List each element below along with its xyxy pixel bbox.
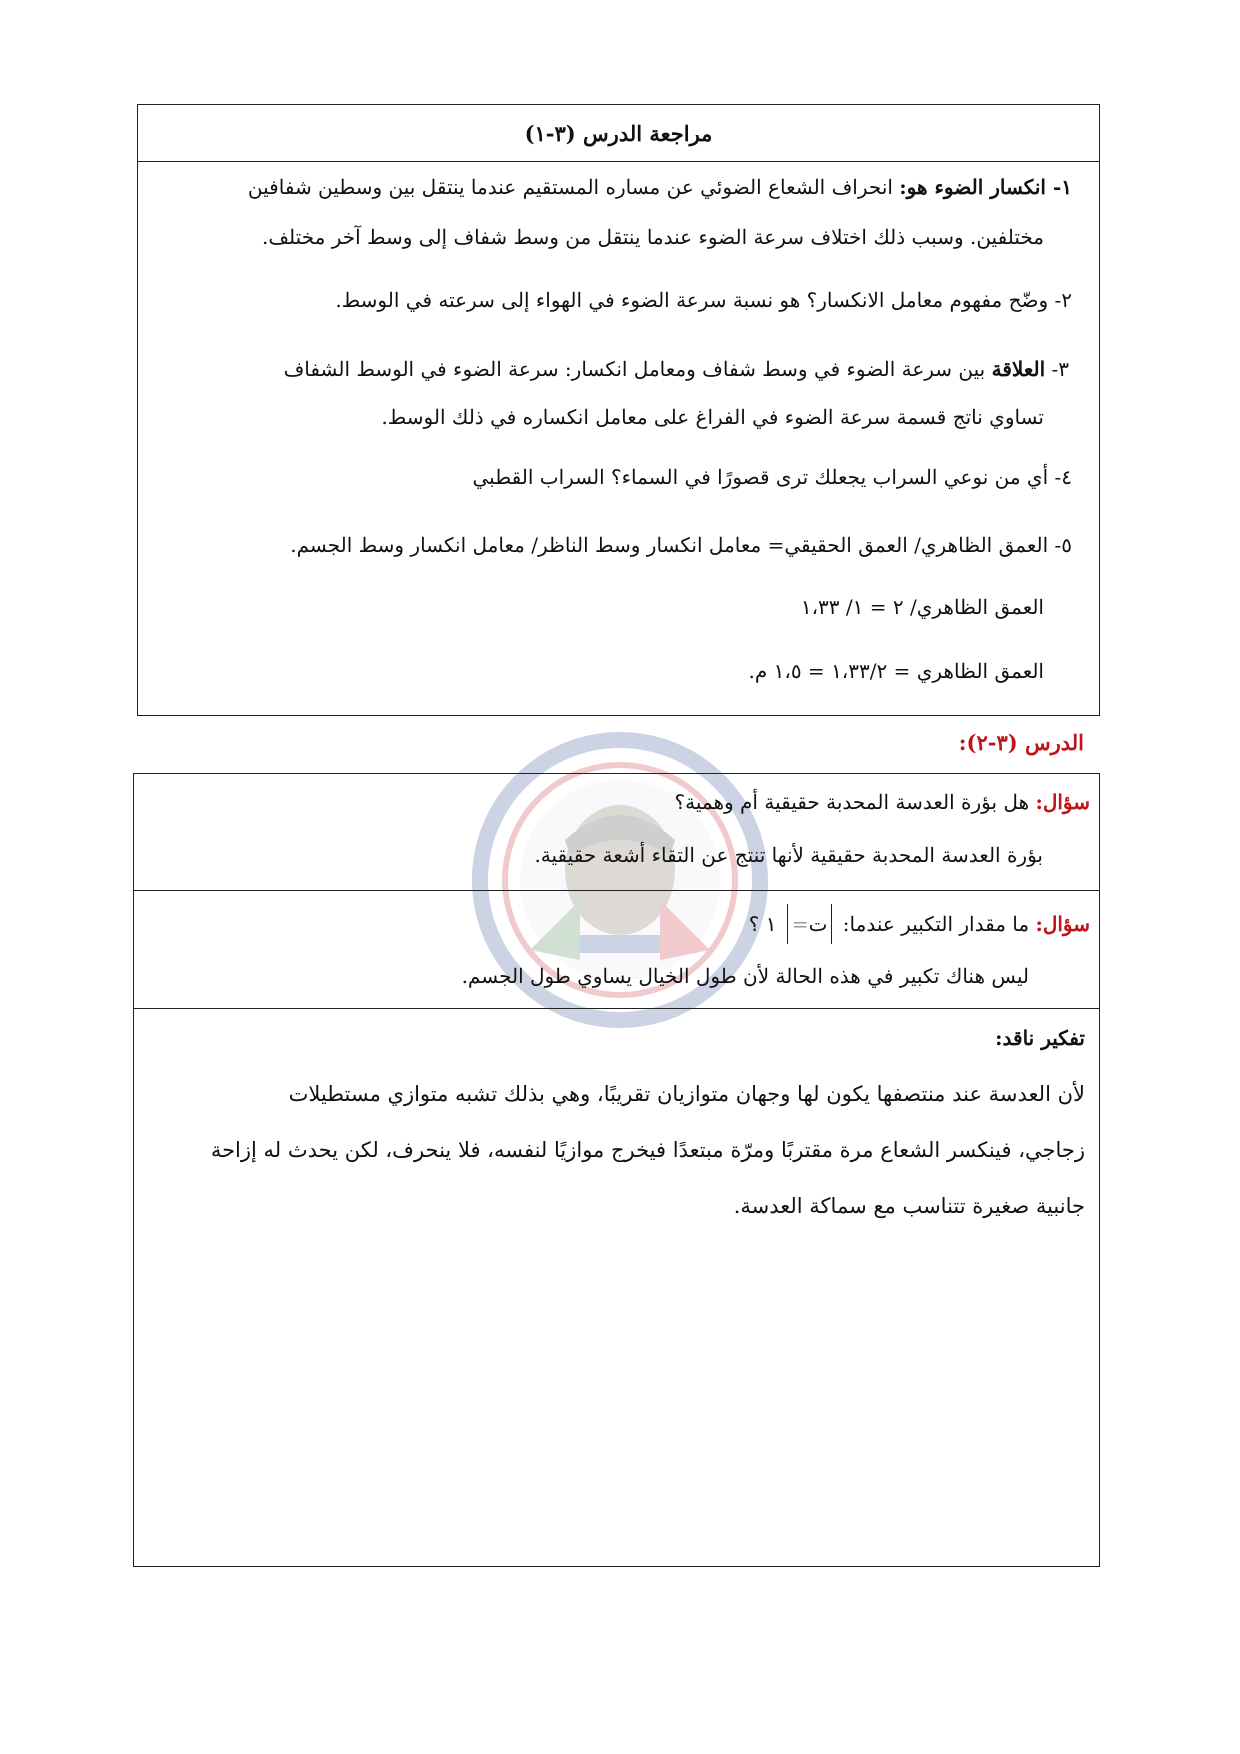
question-2-answer: ليس هناك تكبير في هذه الحالة لأن طول الخيال يساوي طول الجسم. [461,964,1029,988]
critical-thinking-line-2: زجاجي، فينكسر الشعاع مرة مقتربًا ومرّة مبتعدًا فيخرج موازيًا لنفسه، فلا ينحرف، لكن يحدث له إزاحة [210,1138,1085,1162]
magnification-expression [787,904,833,944]
critical-thinking-line-3: جانبية صغيرة تتناسب مع سماكة العدسة. [733,1194,1085,1218]
review-item-5-calc-2: العمق الظاهري = ١،٣٣/٢ = ١،٥ م. [748,659,1044,683]
review-item-3-text: بين سرعة الضوء في وسط شفاف ومعامل انكسار: سرعة الضوء في الوسط الشفاف [283,357,992,381]
review-item-1-label: ١- انكسار الضوء هو: [899,175,1072,199]
divider [134,1008,1099,1009]
question-1-label: سؤال: [1035,790,1090,814]
review-item-3-line-1 [138,355,1069,383]
question-1-answer: بؤرة العدسة المحدبة حقيقية لأنها تنتج عن التقاء أشعة حقيقية. [534,843,1043,867]
question-2-text: ما مقدار التكبير عندما: [842,912,1036,936]
magnification-equals: = [791,912,809,936]
review-item-3-prefix: ٣- [1045,357,1069,381]
question-2-label: سؤال: [1035,912,1090,936]
review-item-5-calc-1: العمق الظاهري/ ٢ = ١/ ١،٣٣ [800,595,1044,619]
lesson-questions-box [133,773,1100,1567]
lesson-label: الدرس (٣-٢): [958,730,1084,755]
question-1-text: هل بؤرة العدسة المحدبة حقيقية أم وهمية؟ [674,790,1036,814]
divider [134,890,1099,891]
review-item-1-text: انحراف الشعاع الضوئي عن مساره المستقيم عندما ينتقل بين وسطين شفافين [247,175,900,199]
question-2-rest: ١ ؟ [748,912,783,936]
review-item-2: ٢- وضّح مفهوم معامل الانكسار؟ هو نسبة سرعة الضوء في الهواء إلى سرعته في الوسط. [335,288,1072,312]
lesson-review-box [137,104,1100,716]
critical-thinking-line-1: لأن العدسة عند منتصفها يكون لها وجهان متوازيان تقريبًا، وهي بذلك تشبه متوازي مستطيلات [288,1082,1085,1106]
review-item-1-line-2: مختلفين. وسبب ذلك اختلاف سرعة الضوء عندما ينتقل من وسط شفاف إلى وسط آخر مختلف. [262,225,1044,249]
question-2 [134,904,1090,944]
review-title: مراجعة الدرس (٣-١) [138,105,1099,162]
critical-thinking-label: تفكير ناقد: [995,1026,1085,1050]
review-item-1-line-1 [138,173,1072,201]
review-item-4: ٤- أي من نوعي السراب يجعلك ترى قصورًا في السماء؟ السراب القطبي [472,465,1072,489]
question-1 [134,788,1090,816]
review-item-3-line-2: تساوي ناتج قسمة سرعة الضوء في الفراغ على معامل انكساره في ذلك الوسط. [381,405,1044,429]
review-item-5: ٥- العمق الظاهري/ العمق الحقيقي= معامل انكسار وسط الناظر/ معامل انكسار وسط الجسم. [290,533,1072,557]
review-item-3-label: العلاقة [991,357,1046,381]
magnification-variable: ت [808,912,828,936]
